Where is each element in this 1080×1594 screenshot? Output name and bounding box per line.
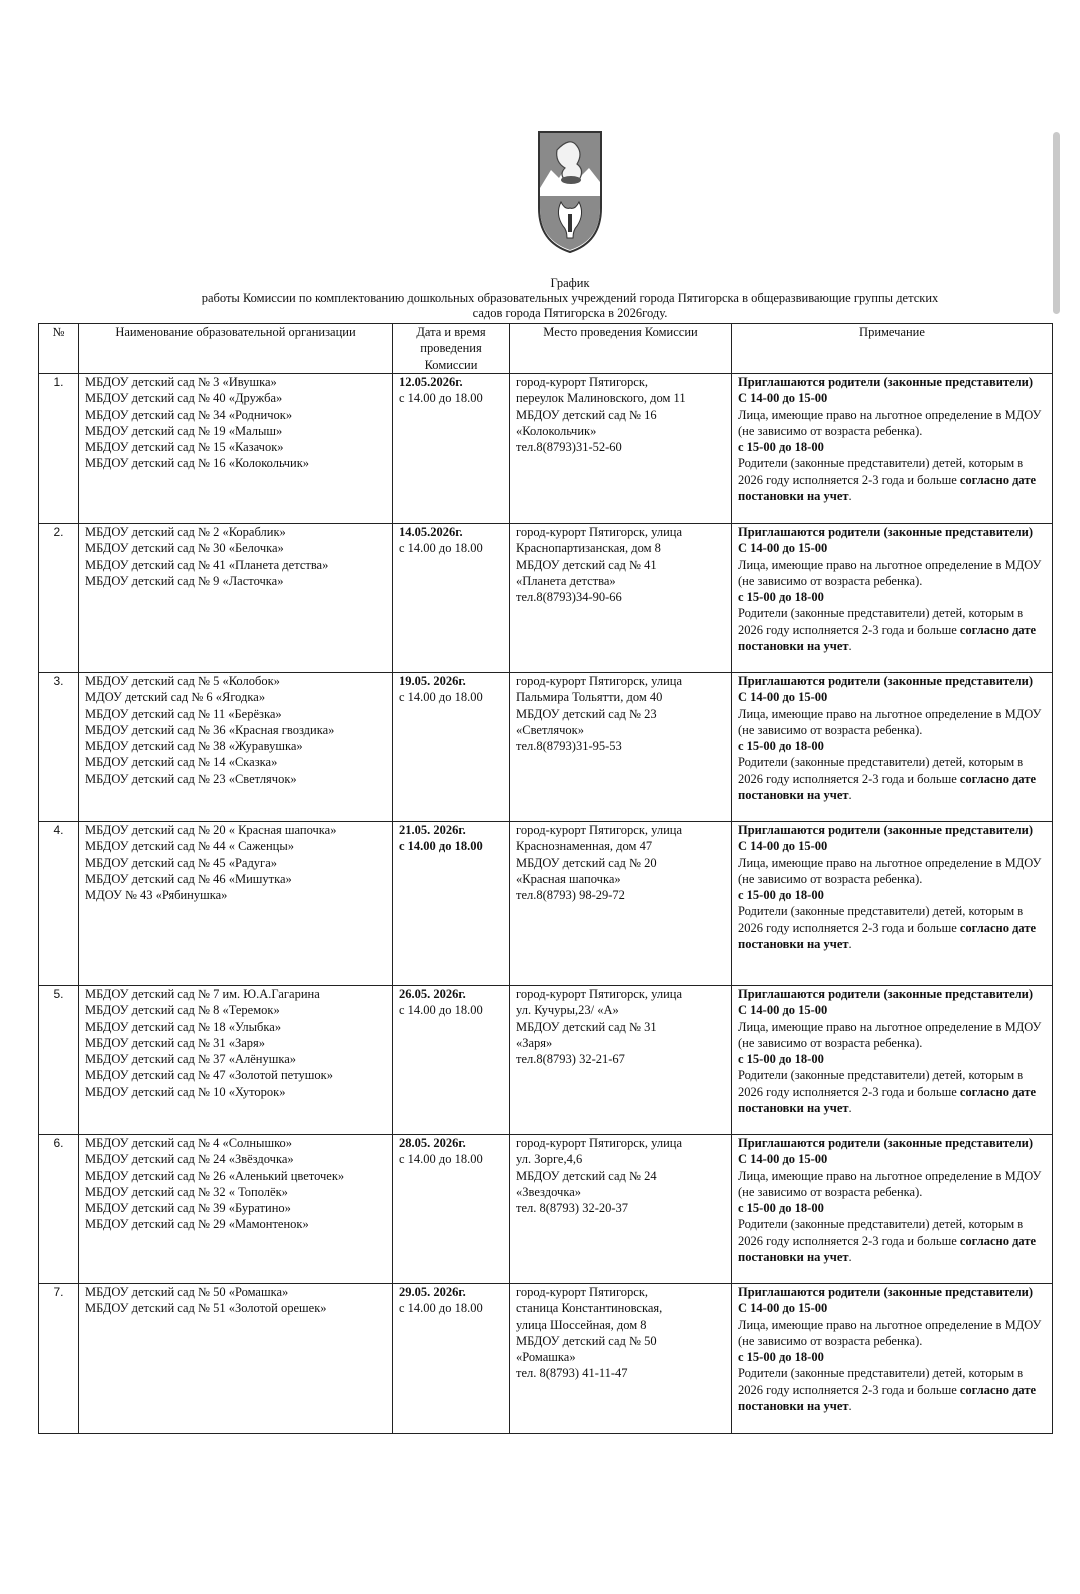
- note-slot-1-desc: Лица, имеющие право на льготное определение в МДОУ (не зависимо от возраста ребенка).: [738, 557, 1042, 588]
- place-line: ул. Зорге,4,6: [516, 1152, 583, 1167]
- date-cell: [393, 524, 510, 673]
- organization-name: МБДОУ детский сад № 3 «Ивушка»: [85, 375, 277, 389]
- commission-time: с 14.00 до 18.00: [399, 839, 483, 854]
- organizations-cell: [79, 1135, 393, 1284]
- row-number-cell: [39, 524, 79, 673]
- place-line: МБДОУ детский сад № 24: [516, 1168, 657, 1183]
- note-slot-1-desc: Лица, имеющие право на льготное определение в МДОУ (не зависимо от возраста ребенка).: [738, 1019, 1042, 1050]
- column-header-date: Дата и время проведения Комиссии: [393, 324, 510, 374]
- commission-time: с 14.00 до 18.00: [399, 391, 483, 406]
- note-cell: [732, 673, 1053, 822]
- table-header-row: [39, 324, 1053, 374]
- note-slot-2: с 15-00 до 18-00: [738, 590, 824, 605]
- commission-time: с 14.00 до 18.00: [399, 1152, 483, 1167]
- note-invite: Приглашаются родители (законные представители): [738, 375, 1034, 389]
- organization-name: МБДОУ детский сад № 18 «Улыбка»: [85, 1019, 282, 1034]
- note-cell: [732, 524, 1053, 673]
- place-line: «Заря»: [516, 1035, 553, 1050]
- organizations-cell: [79, 673, 393, 822]
- note-slot-2: с 15-00 до 18-00: [738, 440, 824, 455]
- row-number: 2.: [53, 525, 64, 539]
- note-slot-1: С 14-00 до 15-00: [738, 541, 828, 556]
- note-slot-2: с 15-00 до 18-00: [738, 888, 824, 903]
- place-cell: [510, 1135, 732, 1284]
- note-invite: Приглашаются родители (законные представители): [738, 1136, 1034, 1150]
- note-slot-1-desc: Лица, имеющие право на льготное определение в МДОУ (не зависимо от возраста ребенка).: [738, 855, 1042, 886]
- organization-name: МБДОУ детский сад № 51 «Золотой орешек»: [85, 1301, 327, 1316]
- organization-name: МБДОУ детский сад № 7 им. Ю.А.Гагарина: [85, 987, 320, 1001]
- date-cell: [393, 1284, 510, 1434]
- commission-time: с 14.00 до 18.00: [399, 1301, 483, 1316]
- commission-time: с 14.00 до 18.00: [399, 690, 483, 705]
- organization-name: МБДОУ детский сад № 34 «Родничок»: [85, 407, 293, 422]
- place-line: переулок Малиновского, дом 11: [516, 391, 686, 406]
- organization-name: МБДОУ детский сад № 11 «Берёзка»: [85, 706, 282, 721]
- note-slot-2-emph: согласно дате постановки на учет: [738, 771, 1037, 803]
- organization-name: МБДОУ детский сад № 4 «Солнышко»: [85, 1136, 293, 1150]
- note-slot-2-text: Родители (законные представители) детей, которым в 2026 году исполняется 2-3 года и больше: [738, 606, 1024, 637]
- organization-name: МБДОУ детский сад № 39 «Буратино»: [85, 1201, 291, 1216]
- place-cell: [510, 1284, 732, 1434]
- place-line: «Планета детства»: [516, 573, 616, 588]
- city-coat-of-arms-icon: [537, 130, 603, 254]
- table-row: [39, 524, 1053, 673]
- note-invite: Приглашаются родители (законные представители): [738, 987, 1034, 1001]
- row-number-cell: [39, 986, 79, 1135]
- row-number: 7.: [53, 1285, 64, 1299]
- organization-name: МБДОУ детский сад № 38 «Журавушка»: [85, 739, 303, 754]
- note-slot-2-desc: Родители (законные представители) детей, которым в 2026 году исполняется 2-3 года и больше согласно дате постановки на учет.: [738, 606, 1037, 654]
- phone-number: тел. 8(8793) 41-11-47: [516, 1366, 628, 1381]
- note-slot-1-desc: Лица, имеющие право на льготное определение в МДОУ (не зависимо от возраста ребенка).: [738, 1317, 1042, 1348]
- organization-name: МБДОУ детский сад № 10 «Хуторок»: [85, 1084, 286, 1099]
- phone-number: тел. 8(8793) 32-20-37: [516, 1201, 629, 1216]
- place-cell: [510, 673, 732, 822]
- column-header-place: Место проведения Комиссии: [510, 324, 732, 374]
- note-slot-2-desc: Родители (законные представители) детей, которым в 2026 году исполняется 2-3 года и больше согласно дате постановки на учет.: [738, 456, 1037, 504]
- place-line: город-курорт Пятигорск, улица: [516, 525, 683, 539]
- place-cell: [510, 986, 732, 1135]
- place-line: город-курорт Пятигорск, улица: [516, 823, 683, 837]
- place-line: ул. Кучуры,23/ «А»: [516, 1003, 619, 1018]
- note-slot-2-emph: согласно дате постановки на учет: [738, 920, 1037, 952]
- note-slot-1: С 14-00 до 15-00: [738, 1152, 828, 1167]
- note-slot-2-emph: согласно дате постановки на учет: [738, 1233, 1037, 1265]
- note-slot-1: С 14-00 до 15-00: [738, 690, 828, 705]
- phone-number: тел.8(8793) 98-29-72: [516, 888, 625, 903]
- note-invite: Приглашаются родители (законные представители): [738, 1285, 1034, 1299]
- organization-name: МБДОУ детский сад № 36 «Красная гвоздика»: [85, 722, 335, 737]
- organizations-cell: [79, 822, 393, 986]
- note-cell: [732, 1284, 1053, 1434]
- note-cell: [732, 1135, 1053, 1284]
- place-line: город-курорт Пятигорск, улица: [516, 987, 683, 1001]
- scrollbar[interactable]: [1053, 132, 1060, 314]
- organization-name: МБДОУ детский сад № 16 «Колокольчик»: [85, 456, 310, 471]
- place-line: «Звездочка»: [516, 1184, 582, 1199]
- note-slot-2-emph: согласно дате постановки на учет: [738, 1084, 1037, 1116]
- note-slot-2-desc: Родители (законные представители) детей, которым в 2026 году исполняется 2-3 года и больше согласно дате постановки на учет.: [738, 1068, 1037, 1116]
- table-row: [39, 1135, 1053, 1284]
- organization-name: МБДОУ детский сад № 45 «Радуга»: [85, 855, 277, 870]
- date-cell: [393, 986, 510, 1135]
- organization-name: МБДОУ детский сад № 23 «Светлячок»: [85, 771, 297, 786]
- organization-name: МБДОУ детский сад № 9 «Ласточка»: [85, 573, 284, 588]
- note-invite: Приглашаются родители (законные представители): [738, 823, 1034, 837]
- note-slot-1: С 14-00 до 15-00: [738, 1003, 828, 1018]
- note-cell: [732, 986, 1053, 1135]
- place-cell: [510, 524, 732, 673]
- note-invite: Приглашаются родители (законные представители): [738, 525, 1034, 539]
- note-slot-1-desc: Лица, имеющие право на льготное определение в МДОУ (не зависимо от возраста ребенка).: [738, 706, 1042, 737]
- commission-schedule-table: [38, 323, 1053, 1434]
- place-line: улица Шоссейная, дом 8: [516, 1317, 647, 1332]
- table-row: [39, 986, 1053, 1135]
- row-number: 5.: [53, 987, 64, 1001]
- organization-name: МБДОУ детский сад № 8 «Теремок»: [85, 1003, 280, 1018]
- column-header-number: №: [39, 324, 79, 374]
- place-line: МБДОУ детский сад № 16: [516, 407, 657, 422]
- column-header-organization: Наименование образовательной организации: [79, 324, 393, 374]
- organization-name: МБДОУ детский сад № 31 «Заря»: [85, 1035, 266, 1050]
- phone-number: тел.8(8793)31-95-53: [516, 739, 622, 754]
- place-cell: [510, 374, 732, 524]
- note-slot-2-text: Родители (законные представители) детей, которым в 2026 году исполняется 2-3 года и больше: [738, 456, 1024, 487]
- note-slot-2-text: Родители (законные представители) детей, которым в 2026 году исполняется 2-3 года и больше: [738, 1366, 1024, 1397]
- note-slot-1: С 14-00 до 15-00: [738, 1301, 828, 1316]
- place-line: «Светлячок»: [516, 722, 584, 737]
- place-line: «Красная шапочка»: [516, 871, 621, 886]
- place-line: МБДОУ детский сад № 20: [516, 855, 657, 870]
- note-slot-2-desc: Родители (законные представители) детей, которым в 2026 году исполняется 2-3 года и больше согласно дате постановки на учет.: [738, 904, 1037, 952]
- organization-name: МБДОУ детский сад № 41 «Планета детства»: [85, 557, 329, 572]
- organization-name: МБДОУ детский сад № 30 «Белочка»: [85, 541, 284, 556]
- place-line: город-курорт Пятигорск,: [516, 1285, 649, 1299]
- organizations-cell: [79, 1284, 393, 1434]
- organization-name: МБДОУ детский сад № 29 «Мамонтенок»: [85, 1217, 309, 1232]
- note-slot-2-text: Родители (законные представители) детей, которым в 2026 году исполняется 2-3 года и больше: [738, 1068, 1024, 1099]
- organization-name: МБДОУ детский сад № 40 «Дружба»: [85, 391, 283, 406]
- organization-name: МБДОУ детский сад № 26 «Аленький цветочек»: [85, 1168, 345, 1183]
- organizations-cell: [79, 374, 393, 524]
- note-slot-2-emph: согласно дате постановки на учет: [738, 472, 1037, 504]
- note-slot-2: с 15-00 до 18-00: [738, 1052, 824, 1067]
- document-title: График: [550, 276, 590, 290]
- organization-name: МБДОУ детский сад № 37 «Алёнушка»: [85, 1052, 297, 1067]
- note-cell: [732, 374, 1053, 524]
- date-cell: [393, 374, 510, 524]
- note-slot-2-desc: Родители (законные представители) детей, которым в 2026 году исполняется 2-3 года и больше согласно дате постановки на учет.: [738, 1366, 1037, 1414]
- note-slot-2-emph: согласно дате постановки на учет: [738, 1382, 1037, 1414]
- note-slot-2: с 15-00 до 18-00: [738, 1350, 824, 1365]
- commission-time: с 14.00 до 18.00: [399, 541, 483, 556]
- organization-name: МБДОУ детский сад № 19 «Малыш»: [85, 423, 283, 438]
- organization-name: МБДОУ детский сад № 44 « Саженцы»: [85, 839, 295, 854]
- organization-name: МБДОУ детский сад № 50 «Ромашка»: [85, 1285, 289, 1299]
- note-slot-1: С 14-00 до 15-00: [738, 839, 828, 854]
- date-cell: [393, 1135, 510, 1284]
- note-slot-2-emph: согласно дате постановки на учет: [738, 622, 1037, 654]
- organization-name: МДОУ детский сад № 6 «Ягодка»: [85, 690, 266, 705]
- organization-name: МДОУ № 43 «Рябинушка»: [85, 888, 228, 903]
- date-cell: [393, 673, 510, 822]
- note-slot-1-desc: Лица, имеющие право на льготное определение в МДОУ (не зависимо от возраста ребенка).: [738, 407, 1042, 438]
- note-slot-1-desc: Лица, имеющие право на льготное определение в МДОУ (не зависимо от возраста ребенка).: [738, 1168, 1042, 1199]
- place-line: МБДОУ детский сад № 50: [516, 1333, 657, 1348]
- note-invite: Приглашаются родители (законные представители): [738, 674, 1034, 688]
- note-slot-2-text: Родители (законные представители) детей, которым в 2026 году исполняется 2-3 года и больше: [738, 904, 1024, 935]
- organization-name: МБДОУ детский сад № 46 «Мишутка»: [85, 871, 292, 886]
- row-number-cell: [39, 673, 79, 822]
- note-slot-2-text: Родители (законные представители) детей, которым в 2026 году исполняется 2-3 года и больше: [738, 755, 1024, 786]
- phone-number: тел.8(8793) 32-21-67: [516, 1052, 625, 1067]
- note-slot-1: С 14-00 до 15-00: [738, 391, 828, 406]
- phone-number: тел.8(8793)31-52-60: [516, 440, 622, 455]
- commission-date: 12.05.2026г.: [399, 375, 463, 389]
- place-line: город-курорт Пятигорск,: [516, 375, 649, 389]
- place-line: МБДОУ детский сад № 41: [516, 557, 657, 572]
- row-number: 3.: [53, 674, 64, 688]
- document-subtitle-line-2: садов города Пятигорска в 2026году.: [472, 306, 668, 320]
- note-cell: [732, 822, 1053, 986]
- organization-name: МБДОУ детский сад № 24 «Звёздочка»: [85, 1152, 294, 1167]
- organization-name: МБДОУ детский сад № 32 « Тополёк»: [85, 1184, 288, 1199]
- place-line: станица Константиновская,: [516, 1301, 663, 1316]
- place-line: Пальмира Тольятти, дом 40: [516, 690, 663, 705]
- table-row: [39, 822, 1053, 986]
- commission-time: с 14.00 до 18.00: [399, 1003, 483, 1018]
- document-subtitle-line-1: работы Комиссии по комплектованию дошкольных образовательных учреждений города Пятигорска в общеразвивающие группы детских: [201, 291, 939, 305]
- organization-name: МБДОУ детский сад № 20 « Красная шапочка»: [85, 823, 337, 837]
- organization-name: МБДОУ детский сад № 14 «Сказка»: [85, 755, 278, 770]
- row-number-cell: [39, 1284, 79, 1434]
- place-line: город-курорт Пятигорск, улица: [516, 674, 683, 688]
- place-line: «Ромашка»: [516, 1350, 576, 1365]
- phone-number: тел.8(8793)34-90-66: [516, 590, 622, 605]
- organization-name: МБДОУ детский сад № 2 «Кораблик»: [85, 525, 286, 539]
- note-slot-2-desc: Родители (законные представители) детей, которым в 2026 году исполняется 2-3 года и больше согласно дате постановки на учет.: [738, 1217, 1037, 1265]
- place-line: город-курорт Пятигорск, улица: [516, 1136, 683, 1150]
- place-line: МБДОУ детский сад № 23: [516, 706, 657, 721]
- commission-date: 14.05.2026г.: [399, 525, 463, 539]
- note-slot-2-text: Родители (законные представители) детей, которым в 2026 году исполняется 2-3 года и больше: [738, 1217, 1024, 1248]
- note-slot-2-desc: Родители (законные представители) детей, которым в 2026 году исполняется 2-3 года и больше согласно дате постановки на учет.: [738, 755, 1037, 803]
- row-number: 4.: [53, 823, 64, 837]
- organization-name: МБДОУ детский сад № 5 «Колобок»: [85, 674, 280, 688]
- commission-date: 19.05. 2026г.: [399, 674, 466, 688]
- commission-date: 28.05. 2026г.: [399, 1136, 466, 1150]
- row-number-cell: [39, 822, 79, 986]
- table-row: [39, 673, 1053, 822]
- commission-date: 26.05. 2026г.: [399, 987, 466, 1001]
- place-cell: [510, 822, 732, 986]
- place-line: Краснознаменная, дом 47: [516, 839, 653, 854]
- row-number: 1.: [53, 375, 64, 389]
- place-line: «Колокольчик»: [516, 423, 597, 438]
- organizations-cell: [79, 524, 393, 673]
- table-row: [39, 374, 1053, 524]
- place-line: Краснопартизанская, дом 8: [516, 541, 661, 556]
- row-number-cell: [39, 374, 79, 524]
- organizations-cell: [79, 986, 393, 1135]
- organization-name: МБДОУ детский сад № 47 «Золотой петушок»: [85, 1068, 333, 1083]
- table-row: [39, 1284, 1053, 1434]
- date-cell: [393, 822, 510, 986]
- note-slot-2: с 15-00 до 18-00: [738, 739, 824, 754]
- organization-name: МБДОУ детский сад № 15 «Казачок»: [85, 440, 284, 455]
- column-header-note: Примечание: [732, 324, 1053, 374]
- row-number-cell: [39, 1135, 79, 1284]
- commission-date: 29.05. 2026г.: [399, 1285, 466, 1299]
- commission-date: 21.05. 2026г.: [399, 823, 466, 837]
- place-line: МБДОУ детский сад № 31: [516, 1019, 657, 1034]
- note-slot-2: с 15-00 до 18-00: [738, 1201, 824, 1216]
- row-number: 6.: [53, 1136, 64, 1150]
